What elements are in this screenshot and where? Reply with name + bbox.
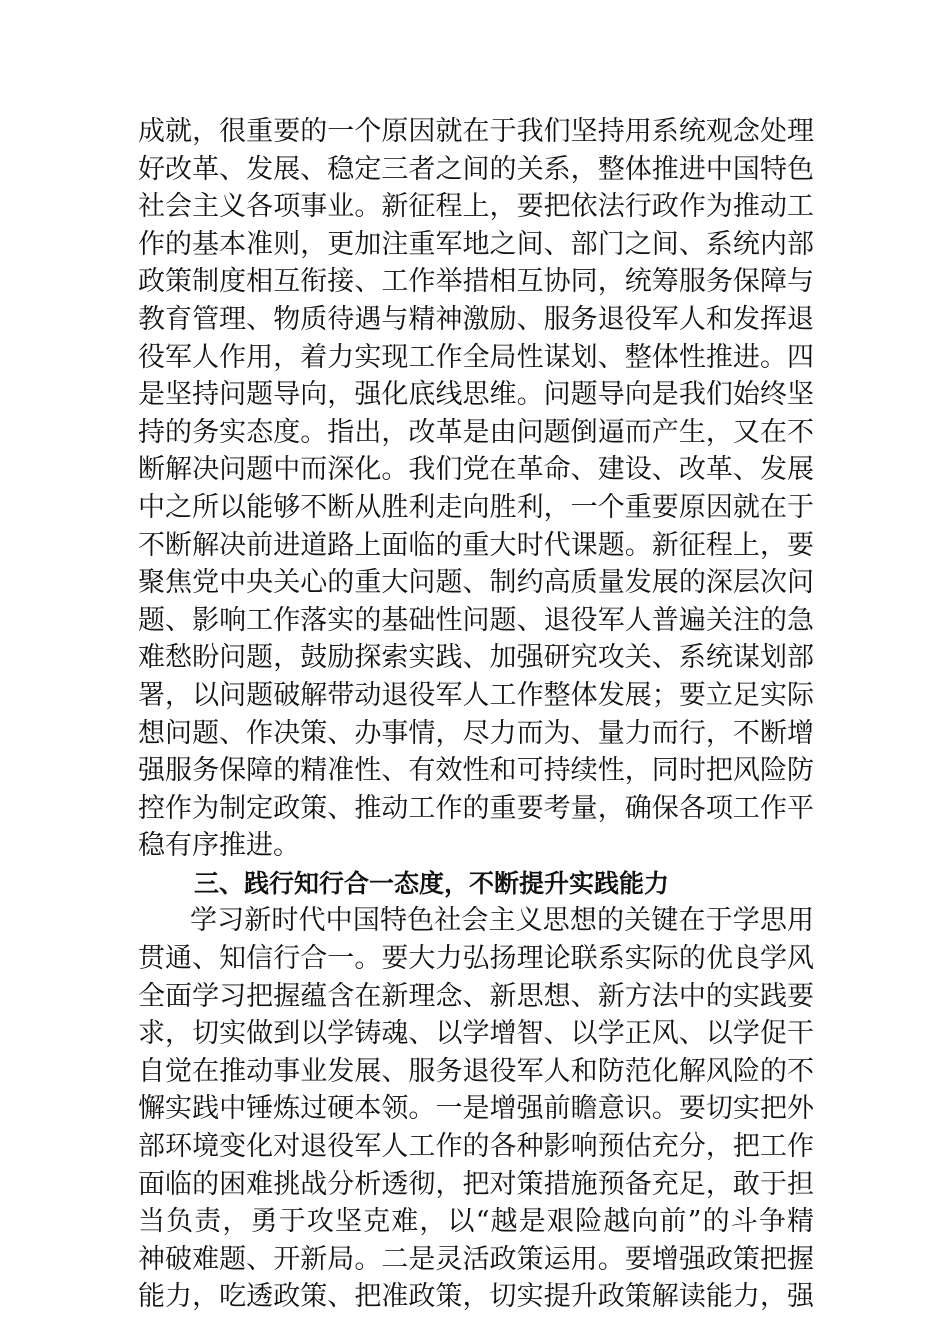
text-line: 成就，很重要的一个原因就在于我们坚持用系统观念处理 xyxy=(138,116,814,147)
text-line: 稳有序推进。 xyxy=(138,830,300,862)
text-line: 求，切实做到以学铸魂、以学增智、以学正风、以学促干 xyxy=(138,1018,814,1050)
text-line: 控作为制定政策、推动工作的重要考量，确保各项工作平 xyxy=(138,792,814,824)
text-line: 学习新时代中国特色社会主义思想的关键在于学思用 xyxy=(190,905,814,937)
text-line: 贯通、知信行合一。要大力弘扬理论联系实际的优良学风 xyxy=(138,943,814,975)
text-line: 政策制度相互衔接、工作举措相互协同，统筹服务保障与 xyxy=(138,266,814,298)
paragraph-1 xyxy=(138,113,814,865)
text-line: 自觉在推动事业发展、服务退役军人和防范化解风险的不 xyxy=(138,1055,814,1087)
text-line: 懈实践中锤炼过硬本领。一是增强前瞻意识。要切实把外 xyxy=(138,1093,814,1125)
text-line: 社会主义各项事业。新征程上，要把依法行政作为推动工 xyxy=(138,191,814,223)
text-line: 聚焦党中央关心的重大问题、制约高质量发展的深层次问 xyxy=(138,567,814,599)
text-line: 全面学习把握蕴含在新理念、新思想、新方法中的实践要 xyxy=(138,980,814,1012)
text-line: 断解决问题中而深化。我们党在革命、建设、改革、发展 xyxy=(138,454,814,486)
text-line: 持的务实态度。指出，改革是由问题倒逼而产生，又在不 xyxy=(138,416,814,448)
text-line: 强服务保障的精准性、有效性和可持续性，同时把风险防 xyxy=(138,755,814,787)
text-line: 好改革、发展、稳定三者之间的关系，整体推进中国特色 xyxy=(138,153,814,185)
text-line: 神破难题、开新局。二是灵活政策运用。要增强政策把握 xyxy=(138,1243,814,1275)
section-heading: 三、践行知行合一态度，不断提升实践能力 xyxy=(194,868,670,898)
document-body xyxy=(138,113,814,1316)
text-line: 教育管理、物质待遇与精神激励、服务退役军人和发挥退 xyxy=(138,303,814,335)
text-line: 题、影响工作落实的基础性问题、退役军人普遍关注的急 xyxy=(138,604,814,636)
text-line: 不断解决前进道路上面临的重大时代课题。新征程上，要 xyxy=(138,529,814,561)
text-line: 面临的困难挑战分析透彻，把对策措施预备充足，敢于担 xyxy=(138,1168,814,1200)
text-line: 难愁盼问题，鼓励探索实践、加强研究攻关、系统谋划部 xyxy=(138,642,814,674)
text-line: 署，以问题破解带动退役军人工作整体发展；要立足实际 xyxy=(138,679,814,711)
text-line: 役军人作用，着力实现工作全局性谋划、整体性推进。四 xyxy=(138,341,814,373)
text-line: 作的基本准则，更加注重军地之间、部门之间、系统内部 xyxy=(138,228,814,260)
text-line: 当负责，勇于攻坚克难，以“越是艰险越向前”的斗争精 xyxy=(138,1206,814,1238)
text-line: 能力，吃透政策、把准政策，切实提升政策解读能力，强 xyxy=(138,1281,814,1313)
paragraph-2 xyxy=(138,902,814,1316)
text-line: 想问题、作决策、办事情，尽力而为、量力而行，不断增 xyxy=(138,717,814,749)
text-line: 中之所以能够不断从胜利走向胜利，一个重要原因就在于 xyxy=(138,491,814,523)
text-line: 是坚持问题导向，强化底线思维。问题导向是我们始终坚 xyxy=(138,379,814,411)
text-line: 部环境变化对退役军人工作的各种影响预估充分，把工作 xyxy=(138,1131,814,1163)
